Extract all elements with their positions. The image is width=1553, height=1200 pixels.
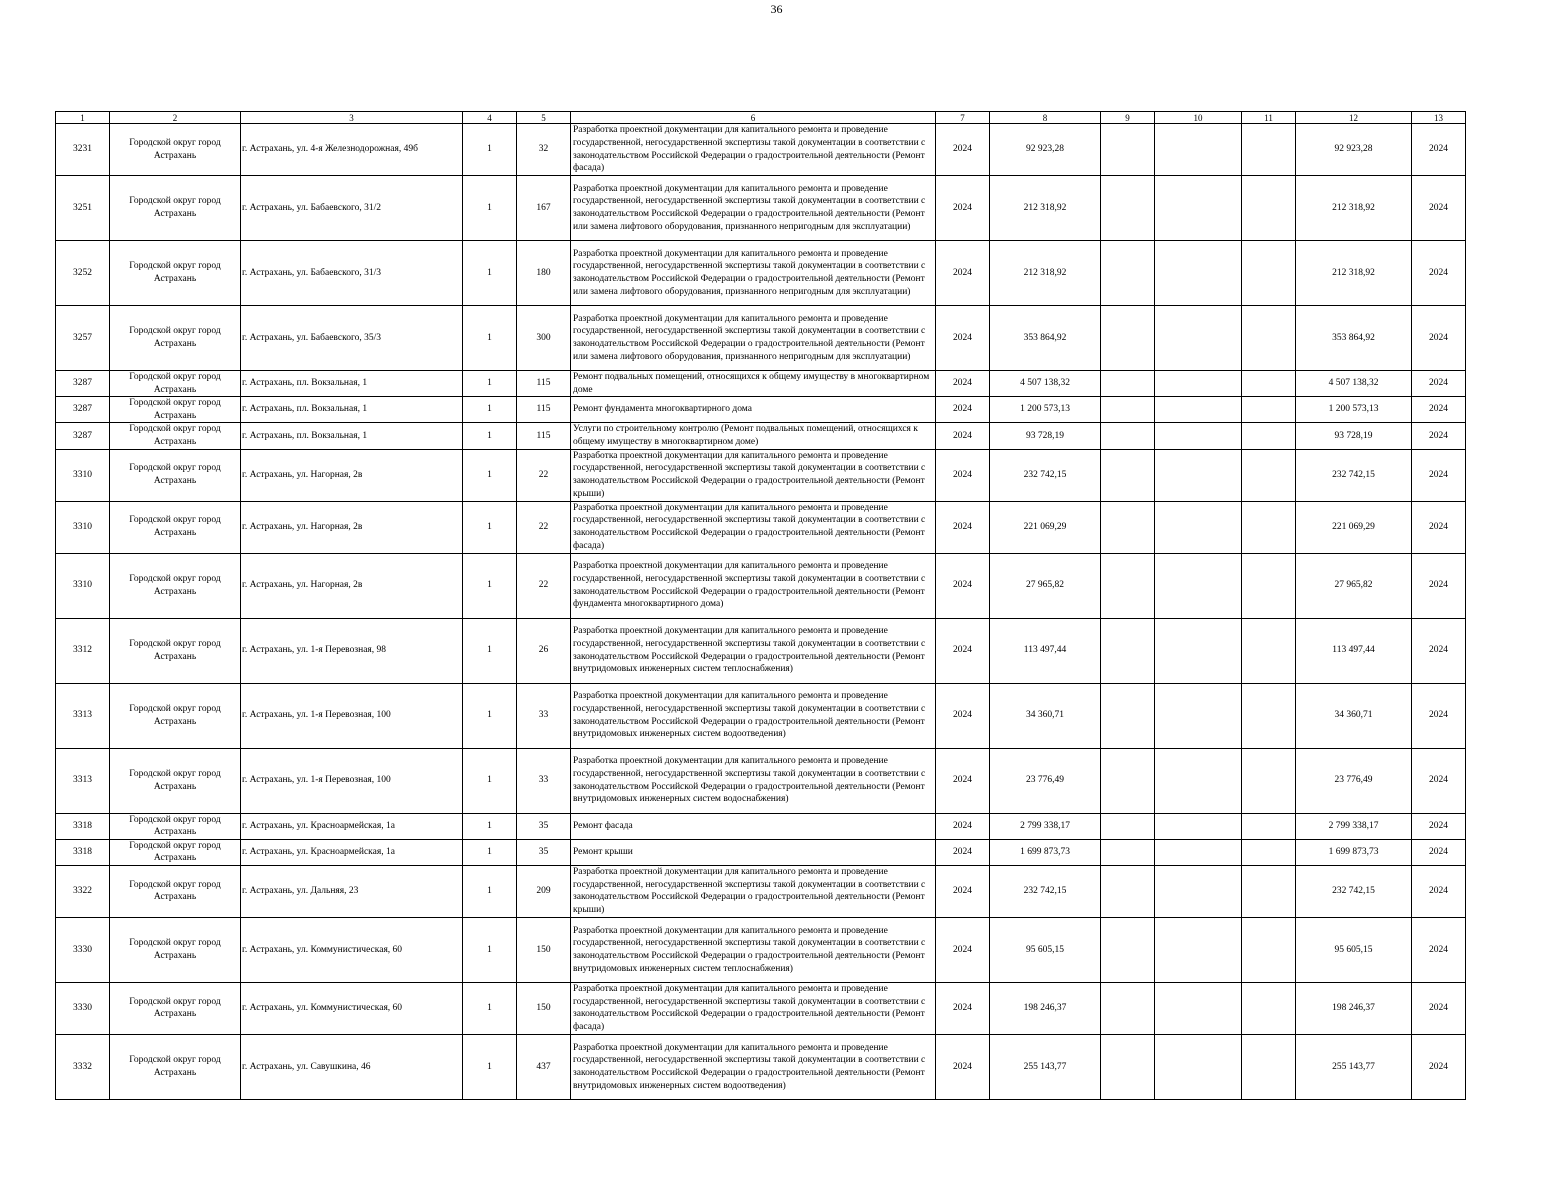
year-cell: 2024 [936, 813, 990, 839]
cost-cell: 93 728,19 [990, 423, 1101, 449]
row-number: 3330 [56, 982, 110, 1034]
year-cell: 2024 [936, 176, 990, 241]
year-end-cell: 2024 [1412, 865, 1466, 917]
table-row [56, 917, 1466, 982]
year-end-cell: 2024 [1412, 124, 1466, 176]
address-cell: г. Астрахань, ул. 1-я Перевозная, 100 [241, 683, 463, 748]
col11-cell [1242, 371, 1296, 397]
year-end-cell: 2024 [1412, 306, 1466, 371]
col9-cell [1101, 917, 1155, 982]
municipality-cell: Городской округ город Астрахань [110, 397, 241, 423]
table-row [56, 306, 1466, 371]
address-cell: г. Астрахань, ул. Нагорная, 2в [241, 501, 463, 553]
col9-cell [1101, 839, 1155, 865]
col10-cell [1155, 397, 1242, 423]
address-cell: г. Астрахань, ул. Савушкина, 46 [241, 1034, 463, 1099]
municipality-cell: Городской округ город Астрахань [110, 1034, 241, 1099]
year-end-cell: 2024 [1412, 813, 1466, 839]
year-cell: 2024 [936, 423, 990, 449]
col5-cell: 300 [517, 306, 571, 371]
col9-cell [1101, 124, 1155, 176]
cost-cell: 113 497,44 [990, 618, 1101, 683]
year-cell: 2024 [936, 397, 990, 423]
col5-cell: 26 [517, 618, 571, 683]
municipality-cell: Городской округ город Астрахань [110, 865, 241, 917]
col10-cell [1155, 553, 1242, 618]
total-cell: 255 143,77 [1296, 1034, 1412, 1099]
cost-cell: 92 923,28 [990, 124, 1101, 176]
column-number: 3 [241, 112, 463, 124]
total-cell: 221 069,29 [1296, 501, 1412, 553]
column-number: 1 [56, 112, 110, 124]
col9-cell [1101, 1034, 1155, 1099]
col10-cell [1155, 917, 1242, 982]
year-end-cell: 2024 [1412, 748, 1466, 813]
total-cell: 2 799 338,17 [1296, 813, 1412, 839]
address-cell: г. Астрахань, ул. 4-я Железнодорожная, 49б [241, 124, 463, 176]
col5-cell: 115 [517, 397, 571, 423]
municipality-cell: Городской округ город Астрахань [110, 306, 241, 371]
cost-cell: 212 318,92 [990, 241, 1101, 306]
work-description-cell: Разработка проектной документации для капитального ремонта и проведение государственной, негосударственной экспертизы такой документации в соответствии с законодательством Российской Федерации о градостроительной деятельности (Ремонт фасада) [571, 501, 936, 553]
total-cell: 198 246,37 [1296, 982, 1412, 1034]
total-cell: 23 776,49 [1296, 748, 1412, 813]
page-number: 36 [770, 2, 783, 16]
row-number: 3287 [56, 397, 110, 423]
work-description-cell: Ремонт подвальных помещений, относящихся к общему имуществу в многоквартирном доме [571, 371, 936, 397]
row-number: 3313 [56, 683, 110, 748]
total-cell: 113 497,44 [1296, 618, 1412, 683]
work-description-cell: Разработка проектной документации для капитального ремонта и проведение государственной, негосударственной экспертизы такой документации в соответствии с законодательством Российской Федерации о градостроительной деятельности (Ремонт внутридомовых инженерных систем теплоснабжения) [571, 618, 936, 683]
col4-cell: 1 [463, 839, 517, 865]
column-number: 12 [1296, 112, 1412, 124]
col5-cell: 209 [517, 865, 571, 917]
year-cell: 2024 [936, 371, 990, 397]
year-cell: 2024 [936, 982, 990, 1034]
col10-cell [1155, 683, 1242, 748]
total-cell: 27 965,82 [1296, 553, 1412, 618]
address-cell: г. Астрахань, ул. Дальняя, 23 [241, 865, 463, 917]
column-number: 9 [1101, 112, 1155, 124]
col10-cell [1155, 839, 1242, 865]
year-end-cell: 2024 [1412, 618, 1466, 683]
table-row [56, 423, 1466, 449]
year-end-cell: 2024 [1412, 449, 1466, 501]
col9-cell [1101, 449, 1155, 501]
year-end-cell: 2024 [1412, 241, 1466, 306]
col9-cell [1101, 748, 1155, 813]
col11-cell [1242, 1034, 1296, 1099]
total-cell: 232 742,15 [1296, 865, 1412, 917]
total-cell: 34 360,71 [1296, 683, 1412, 748]
year-cell: 2024 [936, 306, 990, 371]
year-cell: 2024 [936, 683, 990, 748]
year-cell: 2024 [936, 1034, 990, 1099]
work-description-cell: Разработка проектной документации для капитального ремонта и проведение государственной, негосударственной экспертизы такой документации в соответствии с законодательством Российской Федерации о градостроительной деятельности (Ремонт или замена лифтового оборудования, признанного непригодным для эксплуатации) [571, 306, 936, 371]
col5-cell: 22 [517, 449, 571, 501]
table-row [56, 683, 1466, 748]
col10-cell [1155, 618, 1242, 683]
column-number: 10 [1155, 112, 1242, 124]
year-cell: 2024 [936, 748, 990, 813]
address-cell: г. Астрахань, пл. Вокзальная, 1 [241, 423, 463, 449]
row-number: 3330 [56, 917, 110, 982]
col5-cell: 35 [517, 839, 571, 865]
cost-cell: 221 069,29 [990, 501, 1101, 553]
col5-cell: 22 [517, 553, 571, 618]
row-number: 3322 [56, 865, 110, 917]
col11-cell [1242, 306, 1296, 371]
col9-cell [1101, 176, 1155, 241]
table-row [56, 124, 1466, 176]
address-cell: г. Астрахань, пл. Вокзальная, 1 [241, 371, 463, 397]
cost-cell: 34 360,71 [990, 683, 1101, 748]
work-description-cell: Разработка проектной документации для капитального ремонта и проведение государственной, негосударственной экспертизы такой документации в соответствии с законодательством Российской Федерации о градостроительной деятельности (Ремонт крыши) [571, 865, 936, 917]
total-cell: 4 507 138,32 [1296, 371, 1412, 397]
col11-cell [1242, 397, 1296, 423]
col11-cell [1242, 813, 1296, 839]
row-number: 3252 [56, 241, 110, 306]
work-description-cell: Разработка проектной документации для капитального ремонта и проведение государственной, негосударственной экспертизы такой документации в соответствии с законодательством Российской Федерации о градостроительной деятельности (Ремонт или замена лифтового оборудования, признанного непригодным для эксплуатации) [571, 241, 936, 306]
work-description-cell: Ремонт фасада [571, 813, 936, 839]
col11-cell [1242, 982, 1296, 1034]
col4-cell: 1 [463, 683, 517, 748]
col5-cell: 115 [517, 371, 571, 397]
cost-cell: 232 742,15 [990, 449, 1101, 501]
col9-cell [1101, 423, 1155, 449]
col10-cell [1155, 865, 1242, 917]
row-number: 3287 [56, 423, 110, 449]
cost-cell: 1 200 573,13 [990, 397, 1101, 423]
year-end-cell: 2024 [1412, 553, 1466, 618]
year-cell: 2024 [936, 839, 990, 865]
table-row [56, 241, 1466, 306]
work-description-cell: Разработка проектной документации для капитального ремонта и проведение государственной, негосударственной экспертизы такой документации в соответствии с законодательством Российской Федерации о градостроительной деятельности (Ремонт внутридомовых инженерных систем водоотведения) [571, 1034, 936, 1099]
cost-cell: 198 246,37 [990, 982, 1101, 1034]
col4-cell: 1 [463, 501, 517, 553]
work-description-cell: Ремонт крыши [571, 839, 936, 865]
row-number: 3318 [56, 839, 110, 865]
col5-cell: 150 [517, 917, 571, 982]
year-cell: 2024 [936, 501, 990, 553]
column-number: 2 [110, 112, 241, 124]
table-row [56, 371, 1466, 397]
col4-cell: 1 [463, 124, 517, 176]
col11-cell [1242, 839, 1296, 865]
municipality-cell: Городской округ город Астрахань [110, 618, 241, 683]
col4-cell: 1 [463, 553, 517, 618]
table-row [56, 501, 1466, 553]
cost-cell: 353 864,92 [990, 306, 1101, 371]
col4-cell: 1 [463, 306, 517, 371]
year-end-cell: 2024 [1412, 176, 1466, 241]
col11-cell [1242, 553, 1296, 618]
table-row [56, 1034, 1466, 1099]
col9-cell [1101, 618, 1155, 683]
col5-cell: 180 [517, 241, 571, 306]
col9-cell [1101, 553, 1155, 618]
work-description-cell: Ремонт фундамента многоквартирного дома [571, 397, 936, 423]
col4-cell: 1 [463, 748, 517, 813]
table-row [56, 397, 1466, 423]
col4-cell: 1 [463, 917, 517, 982]
col4-cell: 1 [463, 865, 517, 917]
col11-cell [1242, 683, 1296, 748]
col9-cell [1101, 501, 1155, 553]
municipality-cell: Городской округ город Астрахань [110, 241, 241, 306]
year-end-cell: 2024 [1412, 371, 1466, 397]
year-end-cell: 2024 [1412, 839, 1466, 865]
col11-cell [1242, 241, 1296, 306]
col4-cell: 1 [463, 982, 517, 1034]
year-end-cell: 2024 [1412, 501, 1466, 553]
col10-cell [1155, 241, 1242, 306]
work-description-cell: Услуги по строительному контролю (Ремонт подвальных помещений, относящихся к общему имуществу в многоквартирном доме) [571, 423, 936, 449]
col10-cell [1155, 748, 1242, 813]
col4-cell: 1 [463, 423, 517, 449]
work-description-cell: Разработка проектной документации для капитального ремонта и проведение государственной, негосударственной экспертизы такой документации в соответствии с законодательством Российской Федерации о градостроительной деятельности (Ремонт фундамента многоквартирного дома) [571, 553, 936, 618]
year-end-cell: 2024 [1412, 982, 1466, 1034]
year-cell: 2024 [936, 917, 990, 982]
municipality-cell: Городской округ город Астрахань [110, 683, 241, 748]
total-cell: 353 864,92 [1296, 306, 1412, 371]
col4-cell: 1 [463, 1034, 517, 1099]
table-row [56, 839, 1466, 865]
table-row [56, 982, 1466, 1034]
address-cell: г. Астрахань, ул. Нагорная, 2в [241, 449, 463, 501]
column-number: 13 [1412, 112, 1466, 124]
year-cell: 2024 [936, 553, 990, 618]
total-cell: 95 605,15 [1296, 917, 1412, 982]
cost-cell: 2 799 338,17 [990, 813, 1101, 839]
capital-repair-table [55, 111, 1466, 1100]
column-number: 7 [936, 112, 990, 124]
year-end-cell: 2024 [1412, 397, 1466, 423]
table-row [56, 176, 1466, 241]
total-cell: 212 318,92 [1296, 176, 1412, 241]
table-row [56, 553, 1466, 618]
cost-cell: 23 776,49 [990, 748, 1101, 813]
address-cell: г. Астрахань, ул. Красноармейская, 1а [241, 813, 463, 839]
col4-cell: 1 [463, 813, 517, 839]
col4-cell: 1 [463, 397, 517, 423]
column-number: 5 [517, 112, 571, 124]
municipality-cell: Городской округ город Астрахань [110, 371, 241, 397]
municipality-cell: Городской округ город Астрахань [110, 501, 241, 553]
col4-cell: 1 [463, 371, 517, 397]
work-description-cell: Разработка проектной документации для капитального ремонта и проведение государственной, негосударственной экспертизы такой документации в соответствии с законодательством Российской Федерации о градостроительной деятельности (Ремонт внутридомовых инженерных систем водоснабжения) [571, 748, 936, 813]
cost-cell: 4 507 138,32 [990, 371, 1101, 397]
col11-cell [1242, 501, 1296, 553]
col9-cell [1101, 813, 1155, 839]
col5-cell: 33 [517, 683, 571, 748]
col10-cell [1155, 306, 1242, 371]
address-cell: г. Астрахань, ул. Бабаевского, 31/3 [241, 241, 463, 306]
row-number: 3251 [56, 176, 110, 241]
municipality-cell: Городской округ город Астрахань [110, 423, 241, 449]
address-cell: г. Астрахань, ул. 1-я Перевозная, 98 [241, 618, 463, 683]
column-number-row [56, 112, 1466, 124]
table-body [56, 112, 1466, 1100]
col10-cell [1155, 449, 1242, 501]
col11-cell [1242, 449, 1296, 501]
year-cell: 2024 [936, 865, 990, 917]
table-row [56, 865, 1466, 917]
row-number: 3287 [56, 371, 110, 397]
col5-cell: 22 [517, 501, 571, 553]
col9-cell [1101, 371, 1155, 397]
year-cell: 2024 [936, 618, 990, 683]
col9-cell [1101, 241, 1155, 306]
municipality-cell: Городской округ город Астрахань [110, 748, 241, 813]
col5-cell: 33 [517, 748, 571, 813]
municipality-cell: Городской округ город Астрахань [110, 176, 241, 241]
address-cell: г. Астрахань, ул. Красноармейская, 1а [241, 839, 463, 865]
address-cell: г. Астрахань, пл. Вокзальная, 1 [241, 397, 463, 423]
year-end-cell: 2024 [1412, 917, 1466, 982]
col10-cell [1155, 982, 1242, 1034]
col5-cell: 167 [517, 176, 571, 241]
col10-cell [1155, 176, 1242, 241]
total-cell: 93 728,19 [1296, 423, 1412, 449]
col10-cell [1155, 813, 1242, 839]
col10-cell [1155, 423, 1242, 449]
year-end-cell: 2024 [1412, 683, 1466, 748]
year-end-cell: 2024 [1412, 1034, 1466, 1099]
column-number: 6 [571, 112, 936, 124]
cost-cell: 232 742,15 [990, 865, 1101, 917]
col11-cell [1242, 865, 1296, 917]
column-number: 11 [1242, 112, 1296, 124]
table-row [56, 449, 1466, 501]
col10-cell [1155, 371, 1242, 397]
total-cell: 212 318,92 [1296, 241, 1412, 306]
total-cell: 1 699 873,73 [1296, 839, 1412, 865]
address-cell: г. Астрахань, ул. Бабаевского, 31/2 [241, 176, 463, 241]
work-description-cell: Разработка проектной документации для капитального ремонта и проведение государственной, негосударственной экспертизы такой документации в соответствии с законодательством Российской Федерации о градостроительной деятельности (Ремонт фасада) [571, 124, 936, 176]
year-cell: 2024 [936, 449, 990, 501]
col10-cell [1155, 124, 1242, 176]
table-row [56, 748, 1466, 813]
municipality-cell: Городской округ город Астрахань [110, 553, 241, 618]
col5-cell: 35 [517, 813, 571, 839]
total-cell: 1 200 573,13 [1296, 397, 1412, 423]
col10-cell [1155, 1034, 1242, 1099]
row-number: 3310 [56, 501, 110, 553]
col10-cell [1155, 501, 1242, 553]
municipality-cell: Городской округ город Астрахань [110, 813, 241, 839]
municipality-cell: Городской округ город Астрахань [110, 124, 241, 176]
col5-cell: 32 [517, 124, 571, 176]
total-cell: 92 923,28 [1296, 124, 1412, 176]
cost-cell: 95 605,15 [990, 917, 1101, 982]
cost-cell: 212 318,92 [990, 176, 1101, 241]
cost-cell: 1 699 873,73 [990, 839, 1101, 865]
year-cell: 2024 [936, 241, 990, 306]
cost-cell: 27 965,82 [990, 553, 1101, 618]
row-number: 3231 [56, 124, 110, 176]
col5-cell: 115 [517, 423, 571, 449]
col11-cell [1242, 423, 1296, 449]
row-number: 3310 [56, 553, 110, 618]
col5-cell: 150 [517, 982, 571, 1034]
address-cell: г. Астрахань, ул. Коммунистическая, 60 [241, 917, 463, 982]
col11-cell [1242, 748, 1296, 813]
row-number: 3310 [56, 449, 110, 501]
col11-cell [1242, 124, 1296, 176]
col11-cell [1242, 917, 1296, 982]
col11-cell [1242, 618, 1296, 683]
column-number: 8 [990, 112, 1101, 124]
row-number: 3318 [56, 813, 110, 839]
col9-cell [1101, 306, 1155, 371]
table-row [56, 813, 1466, 839]
address-cell: г. Астрахань, ул. Коммунистическая, 60 [241, 982, 463, 1034]
year-end-cell: 2024 [1412, 423, 1466, 449]
address-cell: г. Астрахань, ул. Нагорная, 2в [241, 553, 463, 618]
address-cell: г. Астрахань, ул. 1-я Перевозная, 100 [241, 748, 463, 813]
col4-cell: 1 [463, 176, 517, 241]
address-cell: г. Астрахань, ул. Бабаевского, 35/3 [241, 306, 463, 371]
cost-cell: 255 143,77 [990, 1034, 1101, 1099]
municipality-cell: Городской округ город Астрахань [110, 917, 241, 982]
work-description-cell: Разработка проектной документации для капитального ремонта и проведение государственной, негосударственной экспертизы такой документации в соответствии с законодательством Российской Федерации о градостроительной деятельности (Ремонт или замена лифтового оборудования, признанного непригодным для эксплуатации) [571, 176, 936, 241]
table-row [56, 618, 1466, 683]
work-description-cell: Разработка проектной документации для капитального ремонта и проведение государственной, негосударственной экспертизы такой документации в соответствии с законодательством Российской Федерации о градостроительной деятельности (Ремонт фасада) [571, 982, 936, 1034]
municipality-cell: Городской округ город Астрахань [110, 982, 241, 1034]
col9-cell [1101, 982, 1155, 1034]
work-description-cell: Разработка проектной документации для капитального ремонта и проведение государственной, негосударственной экспертизы такой документации в соответствии с законодательством Российской Федерации о градостроительной деятельности (Ремонт внутридомовых инженерных систем теплоснабжения) [571, 917, 936, 982]
year-cell: 2024 [936, 124, 990, 176]
col11-cell [1242, 176, 1296, 241]
row-number: 3332 [56, 1034, 110, 1099]
column-number: 4 [463, 112, 517, 124]
col5-cell: 437 [517, 1034, 571, 1099]
col9-cell [1101, 397, 1155, 423]
row-number: 3312 [56, 618, 110, 683]
row-number: 3257 [56, 306, 110, 371]
col4-cell: 1 [463, 618, 517, 683]
col9-cell [1101, 865, 1155, 917]
municipality-cell: Городской округ город Астрахань [110, 449, 241, 501]
col4-cell: 1 [463, 241, 517, 306]
col4-cell: 1 [463, 449, 517, 501]
row-number: 3313 [56, 748, 110, 813]
municipality-cell: Городской округ город Астрахань [110, 839, 241, 865]
work-description-cell: Разработка проектной документации для капитального ремонта и проведение государственной, негосударственной экспертизы такой документации в соответствии с законодательством Российской Федерации о градостроительной деятельности (Ремонт внутридомовых инженерных систем водоотведения) [571, 683, 936, 748]
total-cell: 232 742,15 [1296, 449, 1412, 501]
work-description-cell: Разработка проектной документации для капитального ремонта и проведение государственной, негосударственной экспертизы такой документации в соответствии с законодательством Российской Федерации о градостроительной деятельности (Ремонт крыши) [571, 449, 936, 501]
col9-cell [1101, 683, 1155, 748]
